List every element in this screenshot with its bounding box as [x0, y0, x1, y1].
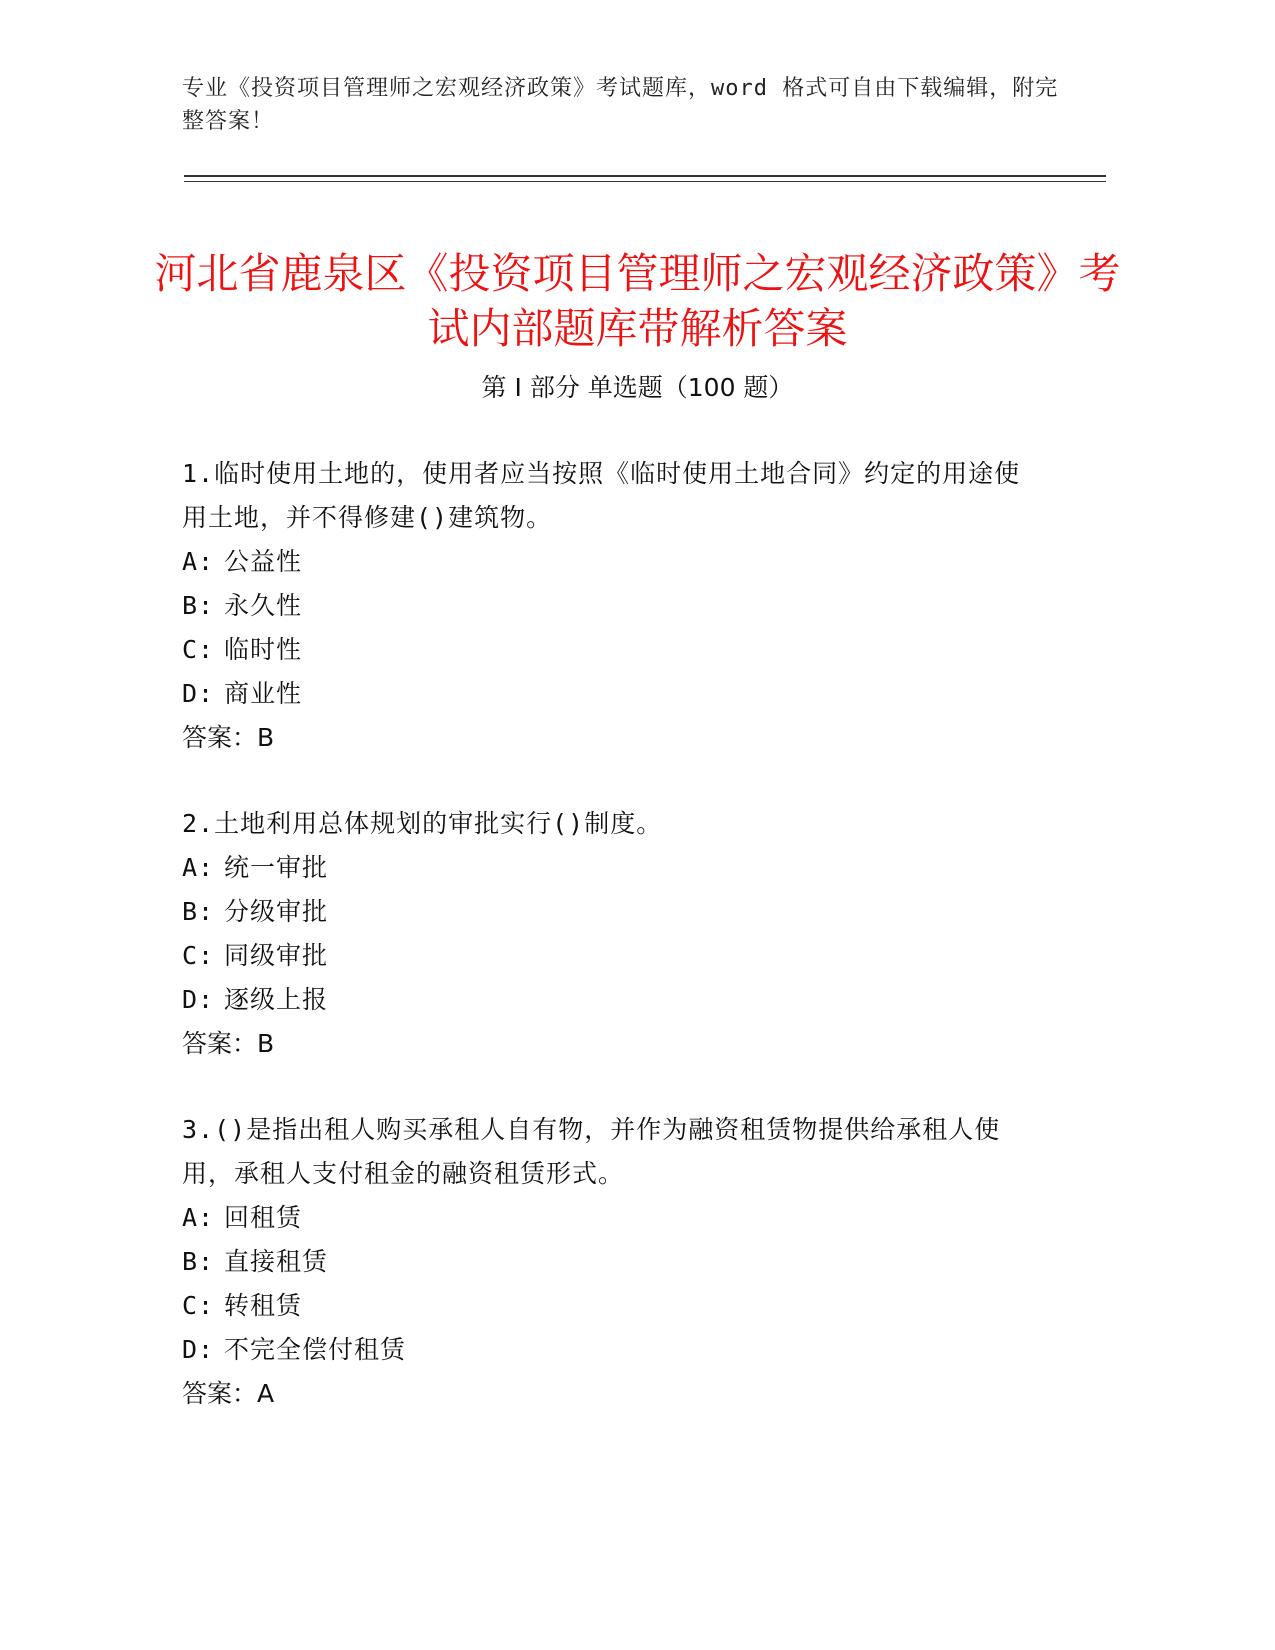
option-key: B: — [182, 591, 215, 620]
option-key: B: — [182, 1247, 215, 1276]
option-b — [182, 890, 1032, 934]
option-key: A: — [182, 547, 215, 576]
question-stem: 3.()是指出租人购买承租人自有物，并作为融资租赁物提供给承租人使用，承租人支付租金的融资租赁形式。 — [182, 1115, 1001, 1188]
question-2 — [182, 802, 1032, 1066]
option-key: A: — [182, 853, 215, 882]
option-c — [182, 628, 1032, 672]
option-key: C: — [182, 941, 215, 970]
answer-line: 答案：A — [182, 1379, 275, 1408]
option-a — [182, 1196, 1032, 1240]
option-text: 商业性 — [224, 679, 303, 708]
answer-line: 答案：B — [182, 1029, 275, 1058]
option-text: 统一审批 — [224, 853, 329, 882]
option-b — [182, 1240, 1032, 1284]
option-text: 同级审批 — [224, 941, 329, 970]
option-c — [182, 1284, 1032, 1328]
option-d — [182, 1328, 1032, 1372]
option-key: D: — [182, 1335, 215, 1364]
section-heading: 第 I 部分 单选题（100 题） — [481, 373, 794, 402]
option-a — [182, 540, 1032, 584]
document-title: 河北省鹿泉区《投资项目管理师之宏观经济政策》考试内部题库带解析答案 — [154, 249, 1121, 354]
header-note: 专业《投资项目管理师之宏观经济政策》考试题库，word 格式可自由下载编辑，附完整答案！ — [182, 76, 1059, 134]
option-key: B: — [182, 897, 215, 926]
question-list — [182, 452, 1032, 1458]
option-text: 直接租赁 — [224, 1247, 329, 1276]
option-d — [182, 978, 1032, 1022]
question-1 — [182, 452, 1032, 760]
option-a — [182, 846, 1032, 890]
option-text: 临时性 — [224, 635, 303, 664]
option-text: 逐级上报 — [224, 985, 329, 1014]
option-b — [182, 584, 1032, 628]
option-key: C: — [182, 635, 215, 664]
question-stem: 2.土地利用总体规划的审批实行()制度。 — [182, 809, 663, 838]
option-text: 公益性 — [224, 547, 303, 576]
option-key: D: — [182, 985, 215, 1014]
option-text: 不完全偿付租赁 — [224, 1335, 407, 1364]
question-3 — [182, 1108, 1032, 1416]
answer-line: 答案：B — [182, 723, 275, 752]
option-c — [182, 934, 1032, 978]
option-text: 永久性 — [224, 591, 303, 620]
option-text: 分级审批 — [224, 897, 329, 926]
option-key: D: — [182, 679, 215, 708]
option-text: 回租赁 — [224, 1203, 303, 1232]
header-divider-thin — [184, 181, 1106, 182]
option-key: A: — [182, 1203, 215, 1232]
option-text: 转租赁 — [224, 1291, 303, 1320]
question-stem: 1.临时使用土地的，使用者应当按照《临时使用土地合同》约定的用途使用土地，并不得修建()建筑物。 — [182, 459, 1021, 532]
header-divider — [184, 175, 1106, 177]
option-key: C: — [182, 1291, 215, 1320]
option-d — [182, 672, 1032, 716]
